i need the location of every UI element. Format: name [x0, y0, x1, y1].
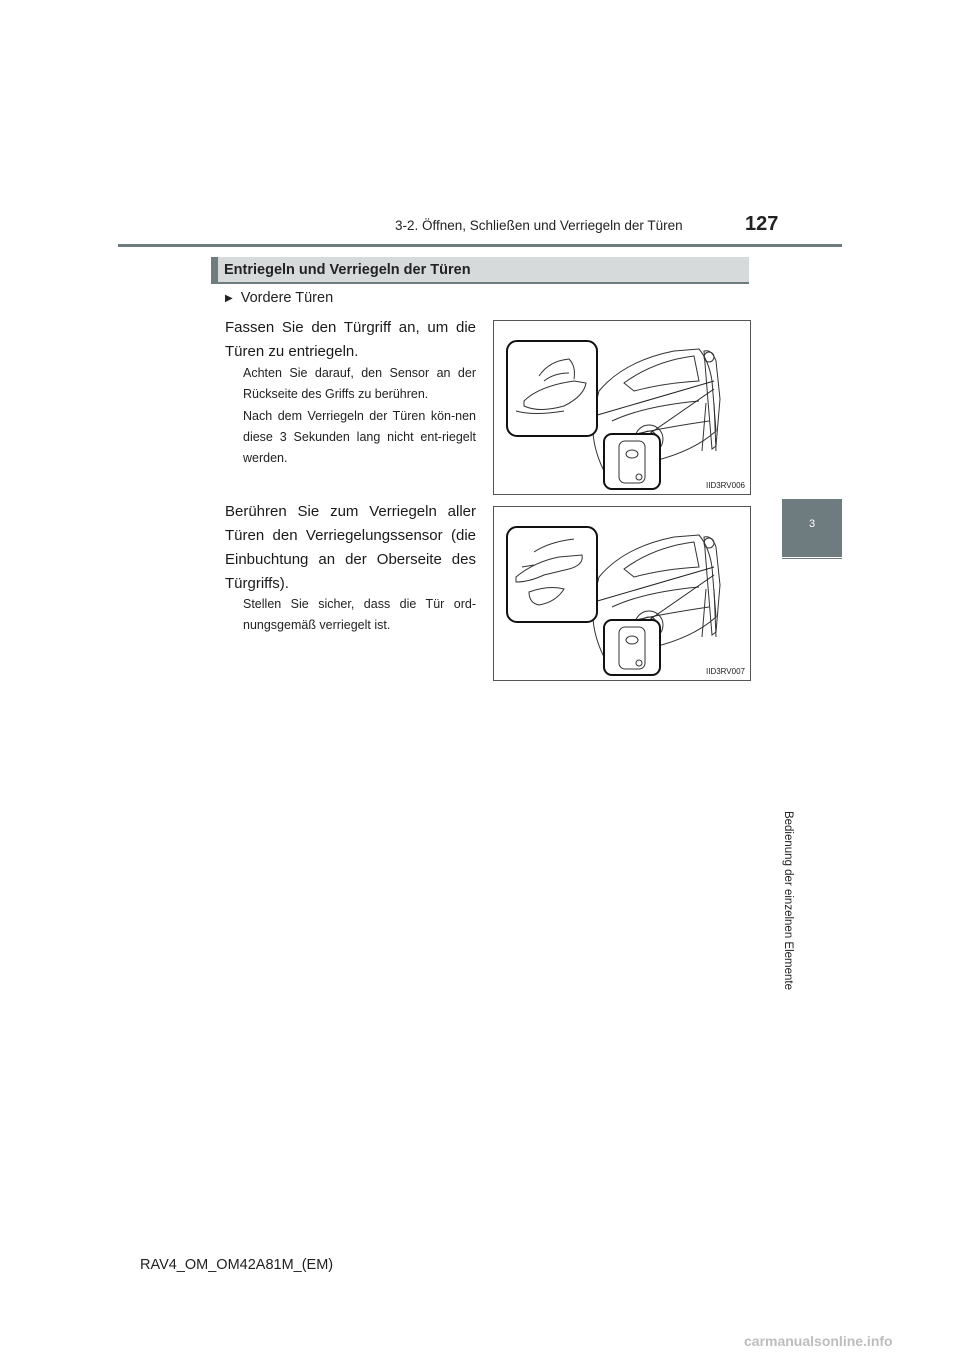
- figure-lock: [493, 506, 751, 681]
- note-sensor: Achten Sie darauf, den Sensor an der Rückseite des Griffs zu berühren.: [243, 366, 476, 401]
- chapter-tab-rule: [782, 558, 842, 559]
- lock-door-illustration-icon: [494, 507, 750, 680]
- figure-code: IID3RV007: [706, 667, 745, 676]
- bullet-text: Vordere Türen: [240, 290, 334, 306]
- chapter-title-text: Bedienung der einzelnen Elemente: [782, 810, 794, 990]
- header-rule: [118, 244, 842, 247]
- page-number: 127: [745, 213, 779, 235]
- section-heading: Entriegeln und Verriegeln der Türen: [224, 262, 471, 278]
- running-header: 3-2. Öffnen, Schließen und Verriegeln der Türen: [395, 218, 683, 233]
- note-lock-delay: Nach dem Verriegeln der Türen kön-nen diese 3 Sekunden lang nicht ent-riegelt werden.: [243, 409, 476, 465]
- document-id: RAV4_OM_OM42A81M_(EM): [140, 1257, 334, 1273]
- unlock-door-illustration-icon: [494, 321, 750, 494]
- note-check-lock: Stellen Sie sicher, dass die Tür ord-nungsgemäß verriegelt ist.: [243, 597, 476, 632]
- triangle-bullet-icon: ▶: [225, 292, 233, 304]
- figure-code: IID3RV006: [706, 481, 745, 490]
- paragraph-unlock: Fassen Sie den Türgriff an, um die Türen zu entriegeln.: [225, 319, 476, 360]
- paragraph-lock: Berühren Sie zum Verriegeln aller Türen den Verriegelungssensor (die Einbuchtung an der Oberseite des Türgriffs).: [225, 503, 476, 592]
- figure-unlock: [493, 320, 751, 495]
- watermark: carmanualsonline.info: [744, 1333, 893, 1349]
- chapter-number: 3: [808, 518, 816, 530]
- bullet-item: [225, 290, 333, 306]
